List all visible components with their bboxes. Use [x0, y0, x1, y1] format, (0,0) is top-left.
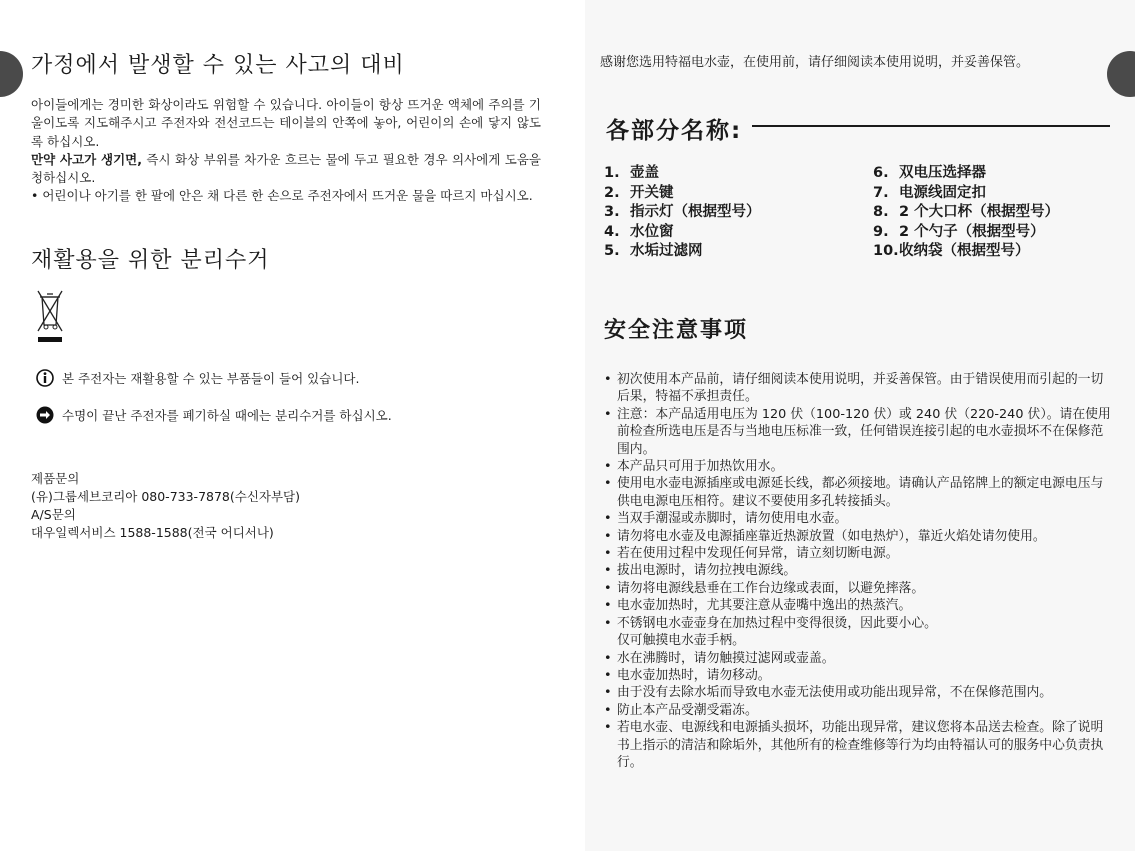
safety-item: • 防止本产品受潮受霜冻。 — [603, 702, 1113, 719]
parts-title: 各部分名称: — [606, 118, 743, 144]
safety-item: • 初次使用本产品前，请仔细阅读本使用说明，并妥善保管。由于错误使用而引起的一切后果，特福不承担责任。 — [603, 371, 1113, 406]
part-number: 1. — [604, 165, 620, 181]
safety-list — [603, 371, 1113, 771]
baby-bullet: • 어린이나 아기를 한 팔에 안은 채 다른 한 손으로 주전자에서 뜨거운 물을 따르지 마십시오. — [31, 188, 533, 204]
part-item — [873, 203, 1059, 223]
recycling-heading: 재활용을 위한 분리수거 — [31, 247, 270, 273]
part-number: 4. — [604, 223, 620, 240]
chinese-intro: 感谢您选用特福电水壶，在使用前，请仔细阅读本使用说明，并妥善保管。 — [600, 55, 1030, 70]
part-item — [873, 223, 1059, 243]
contact-block — [31, 470, 300, 542]
part-number: 3. — [604, 204, 620, 220]
safety-item: • 请勿将电源线悬垂在工作台边缘或表面，以避免摔落。 — [603, 580, 1113, 597]
part-number: 9. — [873, 223, 889, 240]
safety-item: • 本产品只可用于加热饮用水。 — [603, 458, 1113, 475]
part-number: 7. — [873, 184, 889, 201]
as-inquiry-value: 대우일렉서비스 1588-1588(전국 어디서나) — [31, 525, 274, 540]
korean-page — [31, 48, 541, 274]
accident-rest: 즉시 화상 부위를 차가운 흐르는 물에 두고 필요한 경우 의사에게 도움을 청하십시오. — [31, 151, 541, 186]
part-item — [873, 164, 1059, 184]
part-label: 水垢过滤网 — [630, 243, 703, 259]
arrow-line — [36, 406, 392, 424]
part-number: 8. — [873, 204, 889, 220]
safety-item: • 不锈钢电水壶壶身在加热过程中变得很烫，因此要小心。 — [603, 615, 1113, 632]
part-item — [604, 223, 761, 243]
part-number: 2. — [604, 184, 620, 201]
safety-item: • 水在沸腾时，请勿触摸过滤网或壶盖。 — [603, 650, 1113, 667]
part-label: 水位窗 — [630, 223, 674, 240]
part-item — [604, 164, 761, 184]
part-label: 双电压选择器 — [899, 165, 986, 181]
parts-list-left — [604, 164, 761, 262]
safety-item: • 使用电水壶电源插座或电源延长线，都必须接地。请确认产品铭牌上的额定电源电压与供电电源电压相符。建议不要使用多孔转接插头。 — [603, 475, 1113, 510]
info-line-text: 본 주전자는 재활용할 수 있는 부품들이 들어 있습니다. — [62, 371, 360, 386]
safety-item: • 电水壶加热时，请勿移动。 — [603, 667, 1113, 684]
safety-title: 安全注意事项 — [604, 318, 749, 343]
part-label: 2 个勺子（根据型号） — [899, 223, 1045, 240]
baby-bullet-text: 어린이나 아기를 한 팔에 안은 채 다른 한 손으로 주전자에서 뜨거운 물을 따르지 마십시오. — [42, 188, 533, 204]
part-label: 指示灯（根据型号） — [630, 204, 761, 220]
product-inquiry-label: 제품문의 — [31, 471, 80, 486]
part-number: 6. — [873, 165, 889, 181]
part-item — [604, 242, 761, 262]
children-paragraph: 아이들에게는 경미한 화상이라도 위험할 수 있습니다. 아이들이 항상 뜨거운 액체에 주의를 기울이도록 지도해주시고 주전자와 전선코드는 테이블의 안쪽에 놓아, 어린이의 손에 닿지 않도록 하십시오. — [31, 97, 541, 149]
accident-heading: 가정에서 발생할 수 있는 사고의 대비 — [31, 53, 405, 78]
part-number: 5. — [604, 243, 620, 259]
part-item — [604, 203, 761, 223]
arrow-line-text: 수명이 끝난 주전자를 폐기하실 때에는 분리수거를 하십시오. — [62, 408, 392, 423]
part-label: 2 个大口杯（根据型号） — [899, 204, 1060, 220]
product-inquiry-value: (유)그룹세브코리아 080-733-7878(수신자부담) — [31, 489, 301, 504]
part-label: 收纳袋（根据型号） — [899, 243, 1030, 259]
safety-item: • 若在使用过程中发现任何异常，请立刻切断电源。 — [603, 545, 1113, 562]
part-item — [873, 242, 1059, 262]
parts-list-right — [873, 164, 1059, 262]
parts-title-rule — [752, 125, 1110, 127]
arrow-circle-icon — [36, 406, 54, 424]
safety-item: • 电水壶加热时，尤其要注意从壶嘴中逸出的热蒸汽。 — [603, 597, 1113, 614]
part-label: 壶盖 — [630, 165, 659, 181]
info-line — [36, 369, 359, 387]
part-label: 开关键 — [630, 184, 674, 201]
safety-item: • 请勿将电水壶及电源插座靠近热源放置（如电热炉），靠近火焰处请勿使用。 — [603, 528, 1113, 545]
safety-item-continuation: 仅可触摸电水壶手柄。 — [617, 633, 745, 649]
safety-item: • 拔出电源时，请勿拉拽电源线。 — [603, 562, 1113, 579]
accident-paragraph — [31, 151, 541, 188]
safety-item: • 由于没有去除水垢而导致电水壶无法使用或功能出现异常，不在保修范围内。 — [603, 684, 1113, 701]
part-label: 电源线固定扣 — [899, 184, 986, 201]
page-tab-left — [0, 51, 23, 97]
safety-item: • 当双手潮湿或赤脚时，请勿使用电水壶。 — [603, 510, 1113, 527]
safety-item: • 注意：本产品适用电压为 120 伏（100-120 伏）或 240 伏（220-240 伏）。请在使用前检查所选电压是否与当地电压标准一致，任何错误连接引起的电水壶损坏不在保修范围内。 — [603, 406, 1113, 458]
info-icon — [36, 369, 54, 387]
safety-item: • 若电水壶、电源线和电源插头损坏，功能出现异常，建议您将本品送去检查。除了说明书上指示的清洁和除垢外，其他所有的检查维修等行为均由特福认可的服务中心负责执行。 — [603, 719, 1113, 771]
weee-bin-icon — [36, 289, 64, 343]
as-inquiry-label: A/S문의 — [31, 507, 76, 522]
part-item — [604, 184, 761, 204]
accident-bold: 만약 사고가 생기면, — [31, 151, 142, 167]
part-number: 10. — [873, 243, 899, 259]
part-item — [873, 184, 1059, 204]
